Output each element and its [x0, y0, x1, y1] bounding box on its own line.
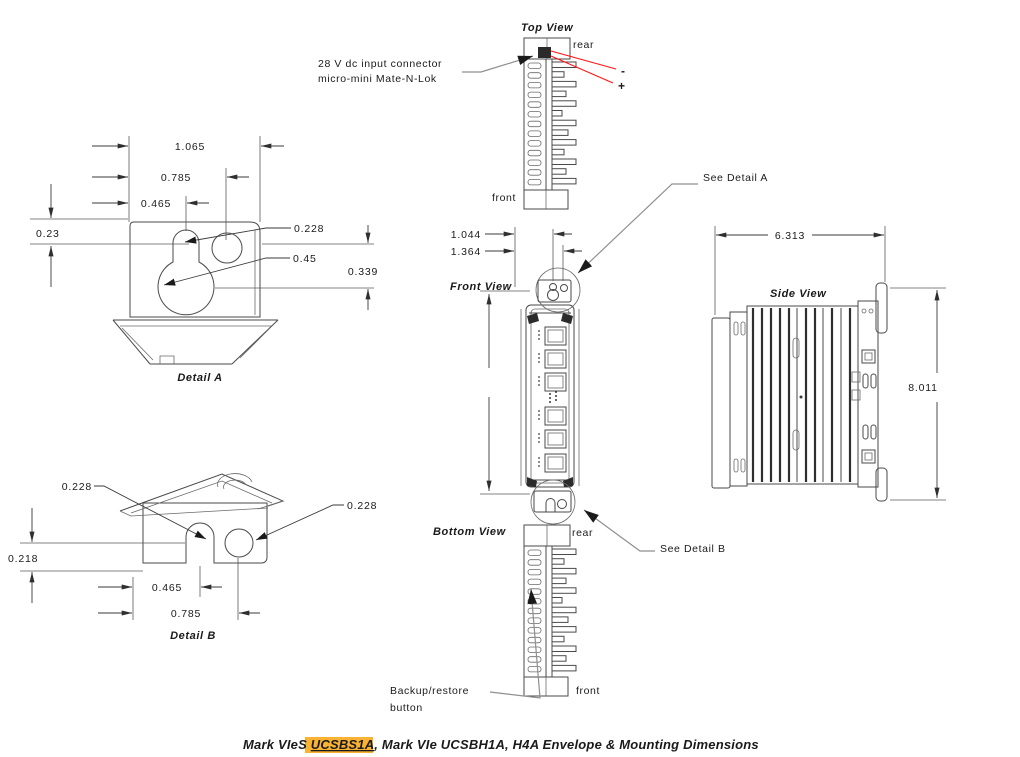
top-view-front-label: front [492, 192, 517, 204]
detail-a-label: Detail A [177, 372, 223, 384]
connector-note-line1: 28 V dc input connector [318, 58, 443, 70]
detail-a-dim-045: 0.45 [293, 253, 317, 265]
see-detail-b-label: See Detail B [660, 543, 726, 555]
side-view-label: Side View [770, 288, 827, 300]
front-view-dim-1044: 1.044 [450, 229, 481, 241]
dc-connector [538, 47, 551, 58]
ethernet-ports [538, 327, 566, 472]
detail-a-dim-0465: 0.465 [140, 198, 172, 210]
backup-button-leader [490, 589, 540, 698]
detail-b-dim-0218: 0.218 [8, 553, 39, 565]
detail-b-label: Detail B [170, 630, 216, 642]
detail-a-dim-0339: 0.339 [347, 266, 379, 278]
see-detail-a-label: See Detail A [703, 172, 768, 184]
top-view-rear-label: rear [573, 39, 595, 51]
see-detail-a-leader [578, 184, 698, 273]
side-view [712, 226, 946, 501]
detail-b-dim-0228-hole: 0.228 [347, 500, 378, 512]
drawing-title [243, 737, 759, 753]
detail-a-dim-0785: 0.785 [160, 172, 192, 184]
title-highlighted-part: UCSBS1A [310, 737, 375, 752]
bottom-view [390, 525, 600, 714]
front-view [450, 172, 768, 555]
title-suffix: , Mark VIe UCSBH1A, H4A Envelope & Mounting Dimensions [374, 737, 759, 752]
side-view-dim-width: 6.313 [774, 230, 806, 242]
bottom-view-front-label: front [576, 685, 601, 697]
bottom-view-rear-label: rear [572, 527, 594, 539]
detail-a [30, 136, 378, 384]
detail-b [8, 474, 377, 642]
title-prefix: Mark VIeS [243, 737, 311, 752]
connector-leader-line [462, 56, 533, 72]
minus-sign: - [621, 64, 625, 78]
top-view-label: Top View [521, 22, 574, 34]
backup-note-line2: button [390, 702, 423, 714]
detail-a-dim-1065: 1.065 [174, 141, 206, 153]
detail-b-dim-0228-slot: 0.228 [61, 481, 92, 493]
bottom-view-label: Bottom View [433, 526, 506, 538]
backup-note-line1: Backup/restore [390, 685, 470, 697]
detail-a-dim-0228: 0.228 [294, 223, 325, 235]
title-text [243, 737, 759, 752]
plus-sign: + [618, 79, 626, 93]
connector-note-line2: micro-mini Mate-N-Lok [318, 73, 437, 85]
detail-a-dim-023: 0.23 [36, 228, 60, 240]
top-view [318, 22, 625, 209]
front-view-dim-1364: 1.364 [450, 246, 481, 258]
detail-b-dim-0785: 0.785 [170, 608, 202, 620]
see-detail-b-leader [584, 510, 655, 551]
side-view-dim-height: 8.011 [908, 382, 938, 394]
detail-b-dim-0465: 0.465 [151, 582, 183, 594]
front-view-label: Front View [450, 281, 512, 293]
